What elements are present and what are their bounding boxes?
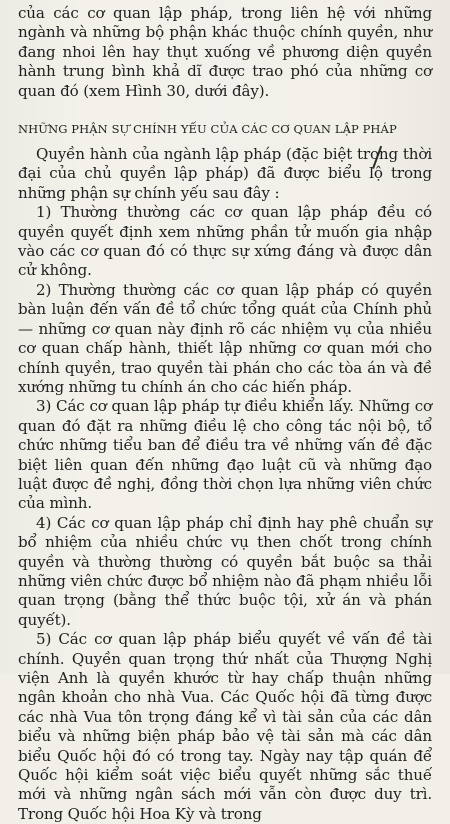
section-heading: NHỮNG PHẬN SỰ CHÍNH YẾU CỦA CÁC CƠ QUAN LẬP PHÁP — [18, 122, 397, 137]
paragraph-function-4: 4) Các cơ quan lập pháp chỉ định hay phê chuẩn sự bổ nhiệm của nhiều chức vụ then chốt trong chính quyền và thường thường có quyền bắt buộc sa thải những viên chức được bổ nhiệm nào đã phạm nhiều lỗi quan trọng (bằng thể thức buộc tội, xử án và phán quyết). — [18, 513, 432, 629]
paragraph-function-3: 3) Các cơ quan lập pháp tự điều khiển lấy. Những cơ quan đó đặt ra những điều lệ cho công tác nội bộ, tổ chức những tiểu ban để điều tra về những vấn đề đặc biệt liên quan đến những đạo luật cũ và những đạo luật được đề nghị, đồng thời chọn lựa những viên chức của mình. — [18, 397, 432, 513]
paragraph-intro-continuation: của các cơ quan lập pháp, trong liên hệ với những ngành và những bộ phận khác thuộc chính quyền, như đang nhoi lên hay thụt xuống về phương diện quyền hành trung bình khả dĩ được trao phó của những cơ quan đó (xem Hình 30, dưới đây). — [18, 4, 432, 100]
paragraph-function-2: 2) Thường thường các cơ quan lập pháp có quyền bàn luận đến vấn đề tổ chức tổng quát của Chính phủ — những cơ quan này định rõ các nhiệm vụ của nhiều cơ quan chấp hành, thiết lập những cơ quan mới cho chính quyền, trao quyền tài phán cho các tòa án và đề xướng những tu chính án cho các hiến pháp. — [18, 280, 432, 396]
paragraph-function-5: 5) Các cơ quan lập pháp biểu quyết về vấn đề tài chính. Quyền quan trọng thứ nhất của Thượng Nghị viện Anh là quyền khước từ hay chấp thuận những ngân khoản cho nhà Vua. Các Quốc hội đã từng được các nhà Vua tôn trọng đáng kể vì tài sản của các dân biểu và những biện pháp bảo vệ tài sản mà các dân biểu Quốc hội đó có trong tay. Ngày nay tập quán để Quốc hội kiểm soát việc biểu quyết những sắc thuế mới và những ngân sách mới vẫn còn được duy trì. Trong Quốc hội Hoa Kỳ và trong — [18, 630, 432, 823]
paragraph-main-functions: Quyền hành của ngành lập pháp (đặc biệt trong thời đại của chủ quyền lập pháp) đã được biểu lộ trong những phận sự chính yếu sau đây : — [18, 145, 432, 202]
paragraph-function-1: 1) Thường thường các cơ quan lập pháp đều có quyền quyết định xem những phần tử muốn gia nhập vào các cơ quan đó có thực sự xứng đáng và được dân cử không. — [18, 203, 432, 280]
